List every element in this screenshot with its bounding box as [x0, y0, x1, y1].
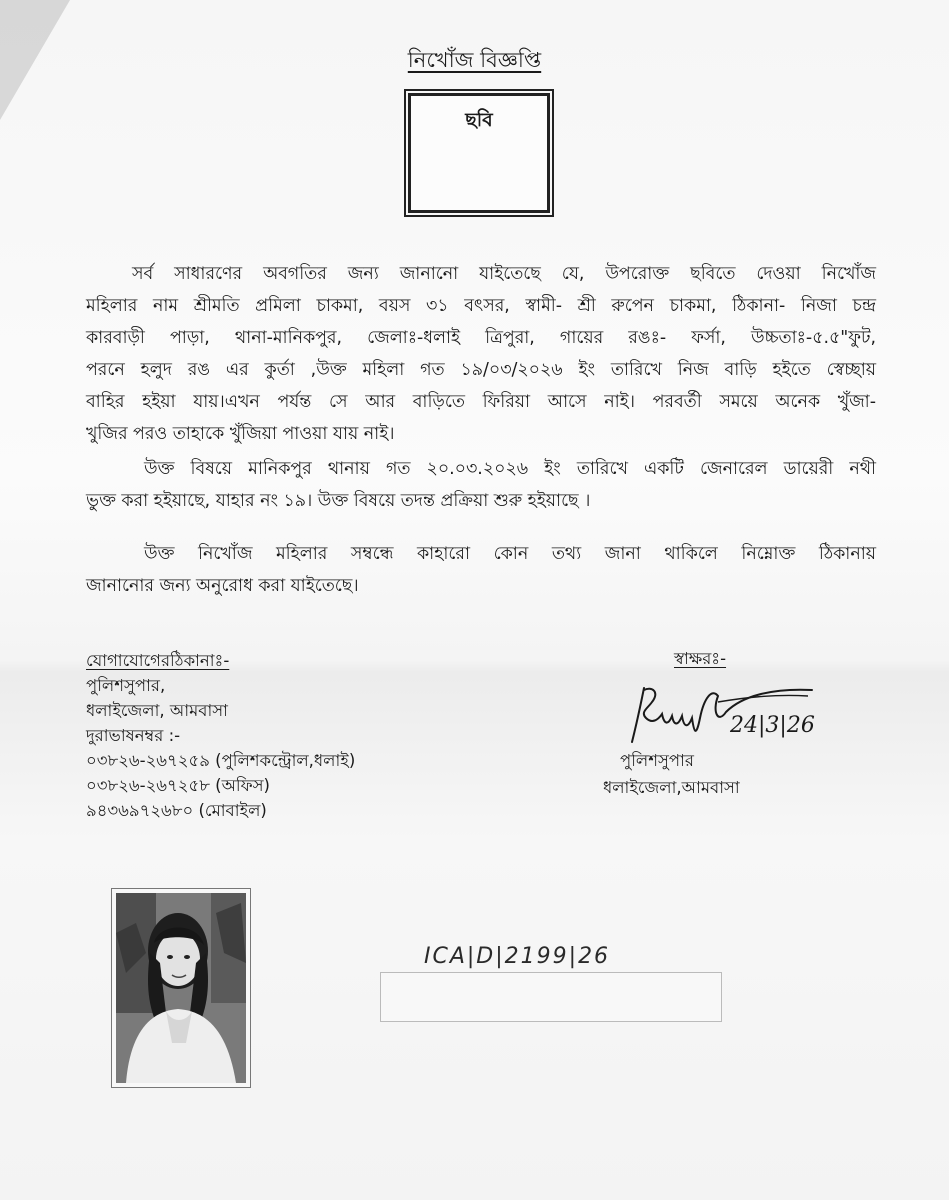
signatory-title: পুলিশসুপার	[620, 751, 694, 770]
paragraph-line: জানানোর জন্য অনুরোধ করা যাইতেছে।	[86, 576, 359, 596]
attached-paper-slip	[380, 972, 722, 1022]
contact-heading: যোগাযোগেরঠিকানাঃ-	[86, 651, 230, 670]
photo-placeholder-label: ছবি	[465, 109, 493, 131]
notice-title: নিখোঁজ বিজ্ঞপ্তি	[407, 48, 542, 72]
handwritten-signature	[622, 668, 832, 748]
paragraph-description	[86, 258, 876, 450]
paragraph-line: মহিলার নাম শ্রীমতি প্রমিলা চাকমা, বয়স ৩১ বৎসর, স্বামী- শ্রী রুপেন চাকমা, ঠিকানা- নিজা চন্দ্র	[86, 296, 876, 316]
portrait-image	[116, 893, 246, 1083]
paragraph-line: সর্ব সাধারণের অবগতির জন্য জানানো যাইতেছে যে, উপরোক্ত ছবিতে দেওয়া নিখোঁজ	[132, 264, 876, 284]
paragraph-line: উক্ত নিখোঁজ মহিলার সম্বন্ধে কাহারো কোন তথ্য জানা থাকিলে নিম্নোক্ত ঠিকানায়	[144, 544, 876, 564]
paragraph-diary	[86, 453, 876, 517]
paragraph-line: বাহির হইয়া যায়।এখন পর্যন্ত সে আর বাড়িতে ফিরিয়া আসে নাই। পরবর্তী সময়ে অনেক খুঁজা-	[86, 392, 876, 412]
contact-phone: ০৩৮২৬-২৬৭২৫৯ (পুলিশকন্ট্রোল,ধলাই)	[86, 751, 356, 770]
contact-office: পুলিশসুপার,	[86, 676, 166, 695]
contact-district: ধলাইজেলা, আমবাসা	[86, 701, 228, 720]
photo-placeholder-box	[408, 93, 550, 213]
paragraph-request	[86, 538, 876, 602]
contact-phone: ৯৪৩৬৯৭২৬৮০ (মোবাইল)	[86, 801, 267, 820]
paragraph-line: কারবাড়ী পাড়া, থানা-মানিকপুর, জেলাঃ-ধলাই ত্রিপুরা, গায়ের রঙঃ- ফর্সা, উচ্চতাঃ-৫.৫"ফুট,	[86, 328, 876, 348]
signature-heading: স্বাক্ষরঃ-	[674, 649, 727, 668]
contact-phone: ০৩৮২৬-২৬৭২৫৮ (অফিস)	[86, 776, 270, 795]
paragraph-line: খুজির পরও তাহাকে খুঁজিয়া পাওয়া যায় নাই।	[86, 424, 395, 444]
missing-person-photo	[112, 889, 250, 1087]
contact-phone-label: দুরাভাষনম্বর :-	[86, 726, 181, 745]
signatory-office: ধলাইজেলা,আমবাসা	[603, 778, 740, 797]
paragraph-line: উক্ত বিষয়ে মানিকপুর থানায় গত ২০.০৩.২০২৬ ইং তারিখে একটি জেনারেল ডায়েরী নথী	[144, 459, 876, 479]
handwritten-reference-number	[420, 935, 650, 975]
signature-date: 24|3|26	[730, 713, 815, 738]
paragraph-line: পরনে হলুদ রঙ এর কুর্তা ,উক্ত মহিলা গত ১৯/০৩/২০২৬ ইং তারিখে নিজ বাড়ি হইতে স্বেচ্ছায়	[86, 360, 876, 380]
reference-text: ICA|D|2199|26	[424, 944, 611, 969]
contact-block	[86, 648, 355, 823]
paragraph-line: ভুক্ত করা হইয়াছে, যাহার নং ১৯। উক্ত বিষয়ে তদন্ত প্রক্রিয়া শুরু হইয়াছে ।	[86, 491, 591, 511]
